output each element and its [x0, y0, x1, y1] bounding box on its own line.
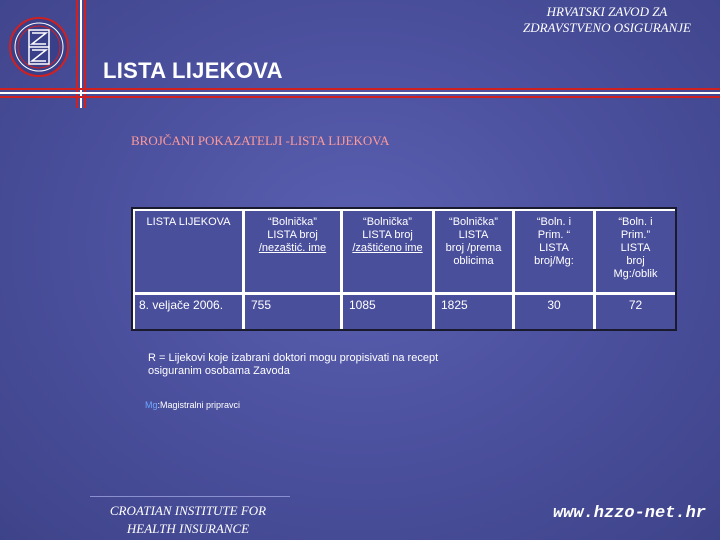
note-line1: R = Lijekovi koje izabrani doktori mogu propisivati na recept [148, 352, 439, 364]
header-line: LISTA broj [362, 229, 413, 241]
legend-note [148, 352, 508, 378]
header-line: broj /prema [445, 242, 502, 254]
header-line: “Boln. i [536, 216, 572, 228]
statistics-table [131, 207, 677, 331]
header-line: Mg:/oblik [613, 268, 658, 280]
header-line: broj [626, 255, 645, 267]
header-line: “Bolnička” [268, 216, 317, 228]
header-line: “Boln. i [618, 216, 653, 228]
table-cell-value: 755 [245, 295, 340, 329]
header-line: LISTA [620, 242, 651, 254]
table-cell-value: 1085 [343, 295, 432, 329]
footnote-text: :Magistralni pripravci [157, 400, 241, 410]
table-header-cell [245, 211, 340, 292]
header-line: LISTA broj [267, 229, 318, 241]
table-cell-value: 30 [515, 295, 593, 329]
table-header-cell [515, 211, 593, 292]
table-cell-value: 72 [596, 295, 675, 329]
header-line: Prim. “ [537, 229, 571, 241]
footer-line2: HEALTH INSURANCE [126, 521, 250, 536]
header-line: Prim.” [620, 229, 651, 241]
table-header-cell [596, 211, 675, 292]
hzzo-logo-icon [8, 16, 70, 78]
header-line: /zaštićeno ime [352, 242, 423, 254]
note-line2: osiguranim osobama Zavoda [148, 365, 290, 377]
header-line: LISTA [458, 229, 489, 241]
footer-website-link[interactable]: www.hzzo-net.hr [552, 504, 706, 523]
table-header-cell [343, 211, 432, 292]
section-subtitle: BROJČANI POKAZATELJI -LISTA LIJEKOVA [131, 133, 390, 148]
header-line: oblicima [453, 255, 494, 267]
horizontal-white-line [0, 92, 720, 94]
table-header-cell [135, 211, 242, 292]
org-title-line1: HRVATSKI ZAVOD ZA [546, 4, 668, 19]
page-title: LISTA LIJEKOVA [103, 58, 283, 83]
header-line: LISTA LIJEKOVA [146, 216, 231, 228]
footer-line1: CROATIAN INSTITUTE FOR [109, 503, 267, 518]
footer-institute-name [90, 502, 286, 538]
footnote-marker: Mg [145, 400, 158, 410]
org-title-line2: ZDRAVSTVENO OSIGURANJE [523, 20, 691, 35]
header-line: broj/Mg: [534, 255, 574, 267]
footnote [145, 400, 240, 410]
header-line: /nezaštić. ime [258, 242, 327, 254]
table-cell-value: 1825 [435, 295, 512, 329]
header-line: “Bolnička” [449, 216, 498, 228]
organization-title [502, 4, 712, 36]
horizontal-red-line-2 [0, 96, 720, 98]
header-line: LISTA [539, 242, 569, 254]
footer-divider [90, 496, 290, 497]
table-header-cell [435, 211, 512, 292]
table-cell-date: 8. veljače 2006. [135, 295, 242, 329]
horizontal-red-line [0, 88, 720, 90]
header-line: “Bolnička” [363, 216, 412, 228]
